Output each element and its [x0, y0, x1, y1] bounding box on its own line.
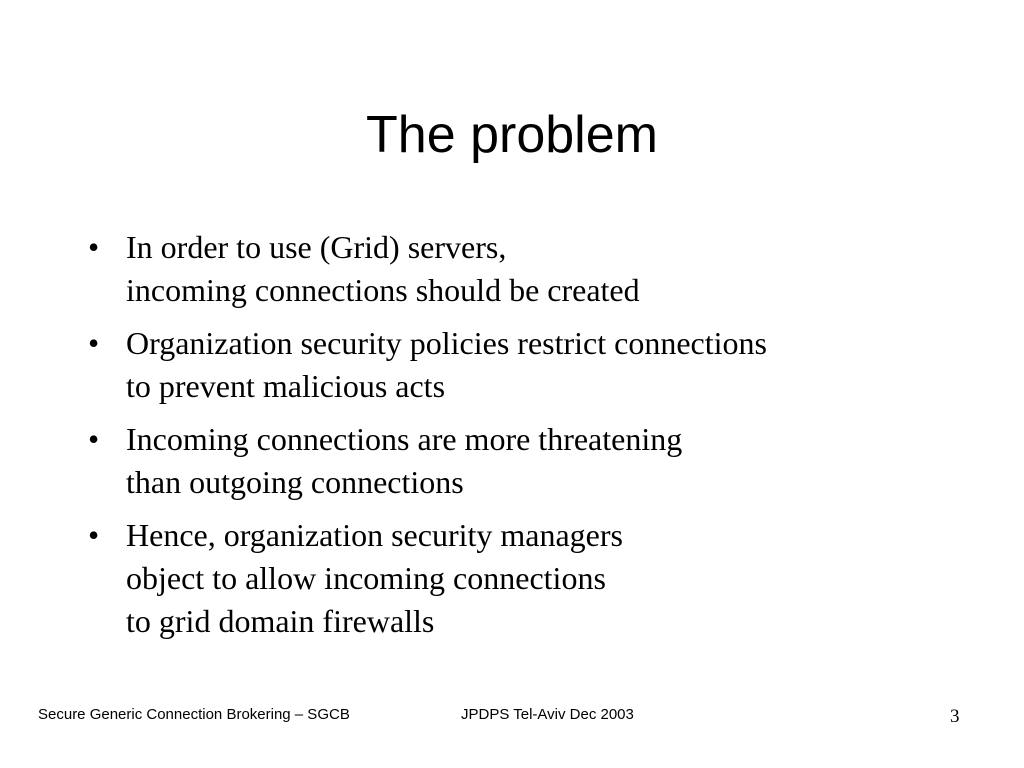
bullet-line: Incoming connections are more threatening	[126, 421, 683, 457]
bullet-item	[82, 322, 982, 408]
bullet-line: Hence, organization security managers	[126, 517, 623, 553]
bullet-item	[82, 226, 982, 312]
footer-presentation-title: Secure Generic Connection Brokering – SGCB	[38, 706, 350, 723]
bullet-item	[82, 418, 982, 504]
bullet-marker: •	[88, 517, 100, 553]
bullet-line: object to allow incoming connections	[126, 560, 606, 596]
bullet-line: Organization security policies restrict connections	[126, 325, 767, 361]
bullet-line: incoming connections should be created	[126, 272, 640, 308]
bullet-list	[82, 226, 982, 653]
bullet-marker: •	[88, 325, 100, 361]
bullet-marker: •	[88, 229, 100, 265]
bullet-line: to grid domain firewalls	[126, 603, 435, 639]
bullet-line: than outgoing connections	[126, 464, 464, 500]
bullet-marker: •	[88, 421, 100, 457]
bullet-item	[82, 514, 982, 643]
slide-number: 3	[950, 706, 960, 727]
bullet-line: In order to use (Grid) servers,	[126, 229, 507, 265]
slide-title: The problem	[366, 106, 658, 164]
footer-event: JPDPS Tel-Aviv Dec 2003	[461, 706, 634, 723]
bullet-line: to prevent malicious acts	[126, 368, 446, 404]
